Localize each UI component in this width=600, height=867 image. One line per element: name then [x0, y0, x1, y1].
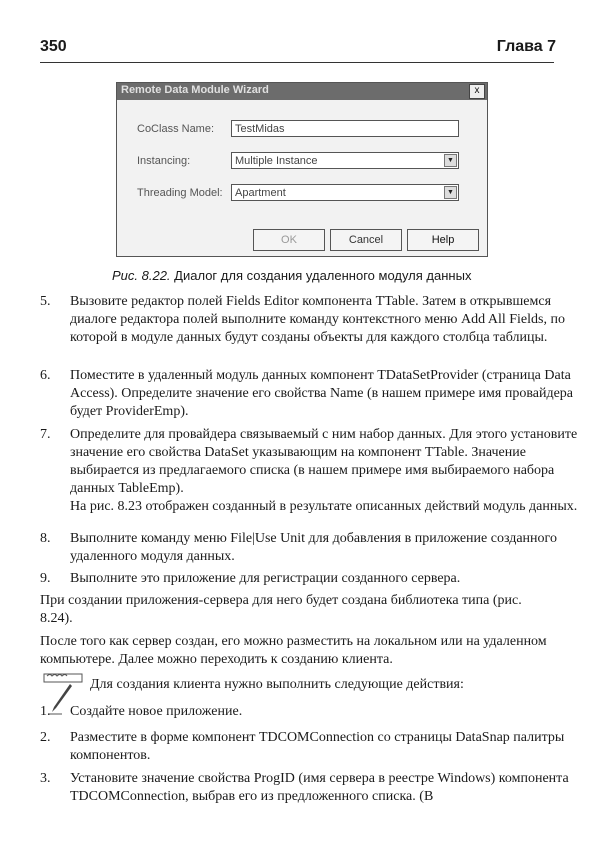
step-8: [40, 530, 585, 566]
step-text: Создайте новое приложение.: [70, 704, 243, 719]
threading-model-label: Threading Model:: [137, 187, 223, 199]
header-rule: [40, 62, 554, 63]
paragraph: После того как сервер создан, его можно разместить на локальном или на удаленном компьютере. Далее можно переходить к созданию клиента.: [40, 634, 547, 667]
step-number: 9.: [40, 571, 51, 586]
figure-caption: [112, 268, 471, 283]
step-text: Установите значение свойства ProgID (имя сервера в реестре Windows) компонента TDCOMConnection, выбрав его из предложенного списка. (В: [70, 771, 569, 804]
step-number: 3.: [40, 771, 51, 786]
dialog-titlebar: [117, 83, 487, 100]
step-text: Выполните команду меню File|Use Unit для добавления в приложение созданного удаленного модуля данных.: [70, 531, 557, 564]
chevron-down-icon[interactable]: ▼: [444, 186, 457, 199]
step-number: 1.: [40, 704, 51, 719]
step-text: Определите для провайдера связываемый с ним набор данных. Для этого установите значение его свойства DataSet указывающим на компонент TTable. Значение выбирается из предлагаемого списка (в нашем примере имя выбираемого набора данных TableEmp).: [70, 427, 578, 496]
coclass-name-input[interactable]: TestMidas: [231, 120, 459, 137]
instancing-label: Instancing:: [137, 155, 191, 167]
close-button[interactable]: x: [469, 84, 485, 99]
figure-number: Рис. 8.22.: [112, 268, 171, 283]
threading-model-select[interactable]: [231, 184, 459, 201]
page-number: 350: [40, 38, 67, 55]
step-text: Вызовите редактор полей Fields Editor компонента TTable. Затем в открывшемся диалоге редактора полей выполните команду контекстного меню Add All Fields, по которой в модуле данных будут созданы объекты для каждого столбца таблицы.: [70, 294, 565, 345]
step-5: [40, 293, 585, 347]
chevron-down-icon[interactable]: ▼: [444, 154, 457, 167]
step-number: 8.: [40, 531, 51, 546]
client-step-2: [40, 729, 585, 765]
chapter-title: Глава 7: [496, 38, 556, 55]
client-step-3: [40, 770, 585, 806]
figure-text: Диалог для создания удаленного модуля данных: [174, 268, 472, 283]
client-step-1: [40, 703, 585, 721]
instancing-select[interactable]: [231, 152, 459, 169]
step-text: Выполните это приложение для регистрации созданного сервера.: [70, 571, 461, 586]
remote-data-module-wizard-dialog: [116, 82, 488, 257]
step-extra: На рис. 8.23 отображен созданный в результате описанных действий модуль данных.: [70, 499, 578, 514]
help-button[interactable]: Help: [407, 229, 479, 251]
step-7: [40, 426, 585, 516]
step-number: 2.: [40, 730, 51, 745]
ok-button[interactable]: OK: [253, 229, 325, 251]
note-text: Для создания клиента нужно выполнить следующие действия:: [90, 677, 464, 692]
threading-model-value: Apartment: [235, 187, 286, 199]
cancel-button[interactable]: Cancel: [330, 229, 402, 251]
instancing-value: Multiple Instance: [235, 155, 318, 167]
coclass-name-label: CoClass Name:: [137, 123, 215, 135]
step-6: [40, 367, 585, 421]
step-number: 7.: [40, 427, 51, 442]
step-number: 6.: [40, 368, 51, 383]
step-text: Разместите в форме компонент TDCOMConnection со страницы DataSnap палитры компонентов.: [70, 730, 565, 763]
step-number: 5.: [40, 294, 51, 309]
dialog-title: Remote Data Module Wizard: [121, 84, 269, 96]
step-text: Поместите в удаленный модуль данных компонент TDataSetProvider (страница Data Access). Определите значение его свойства Name (в нашем примере имя провайдера будет ProviderEmp).: [70, 368, 574, 419]
paragraph: При создании приложения-сервера для него будет создана библиотека типа (рис. 8.24).: [40, 593, 522, 626]
step-9: [40, 570, 585, 588]
